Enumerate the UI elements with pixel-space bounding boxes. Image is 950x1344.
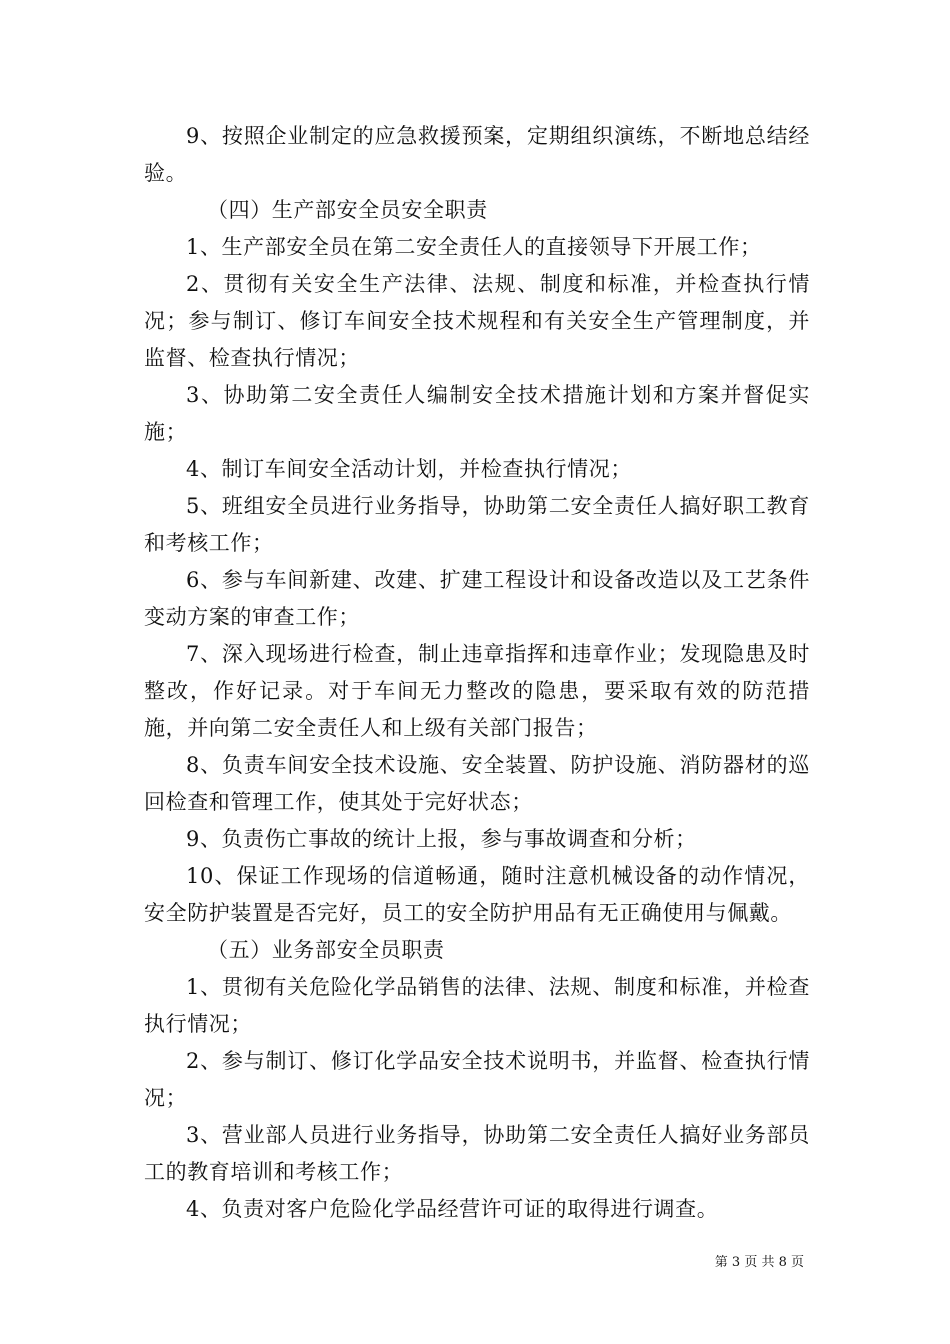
paragraph-item-5: 5、班组安全员进行业务指导，协助第二安全责任人搞好职工教育和考核工作； — [144, 494, 810, 555]
paragraph-item-7: 7、深入现场进行检查，制止违章指挥和违章作业；发现隐患及时整改，作好记录。对于车间无力整改的隐患，要采取有效的防范措施，并向第二安全责任人和上级有关部门报告； — [144, 642, 810, 740]
document-body — [144, 118, 810, 1228]
paragraph-sales-item-2: 2、参与制订、修订化学品安全技术说明书，并监督、检查执行情况； — [144, 1049, 810, 1110]
paragraph-item-9-emergency-drill: 9、按照企业制定的应急救援预案，定期组织演练，不断地总结经验。 — [144, 124, 810, 185]
paragraph-item-9: 9、负责伤亡事故的统计上报，参与事故调查和分析； — [186, 827, 697, 851]
paragraph-item-2: 2、贯彻有关安全生产法律、法规、制度和标准，并检查执行情况；参与制订、修订车间安全技术规程和有关安全生产管理制度，并监督、检查执行情况； — [144, 272, 810, 370]
paragraph-item-10: 10、保证工作现场的信道畅通，随时注意机械设备的动作情况，安全防护装置是否完好，员工的安全防护用品有无正确使用与佩戴。 — [144, 864, 810, 925]
section-heading-sales-safety: （五）业务部安全员职责 — [207, 938, 445, 962]
paragraph-sales-item-3: 3、营业部人员进行业务指导，协助第二安全责任人搞好业务部员工的教育培训和考核工作； — [144, 1123, 810, 1184]
page-number: 第 3 页 共 8 页 — [714, 1255, 804, 1270]
paragraph-item-8: 8、负责车间安全技术设施、安全装置、防护设施、消防器材的巡回检查和管理工作，使其处于完好状态； — [144, 753, 810, 814]
paragraph-item-4: 4、制订车间安全活动计划，并检查执行情况； — [186, 457, 632, 481]
paragraph-sales-item-1: 1、贯彻有关危险化学品销售的法律、法规、制度和标准，并检查执行情况； — [144, 975, 810, 1036]
section-heading-production-safety: （四）生产部安全员安全职责 — [207, 198, 488, 222]
paragraph-item-1: 1、生产部安全员在第二安全责任人的直接领导下开展工作； — [186, 235, 762, 259]
paragraph-sales-item-4: 4、负责对客户危险化学品经营许可证的取得进行调查。 — [186, 1197, 719, 1221]
paragraph-item-3: 3、协助第二安全责任人编制安全技术措施计划和方案并督促实施； — [144, 383, 810, 444]
paragraph-item-6: 6、参与车间新建、改建、扩建工程设计和设备改造以及工艺条件变动方案的审查工作； — [144, 568, 810, 629]
